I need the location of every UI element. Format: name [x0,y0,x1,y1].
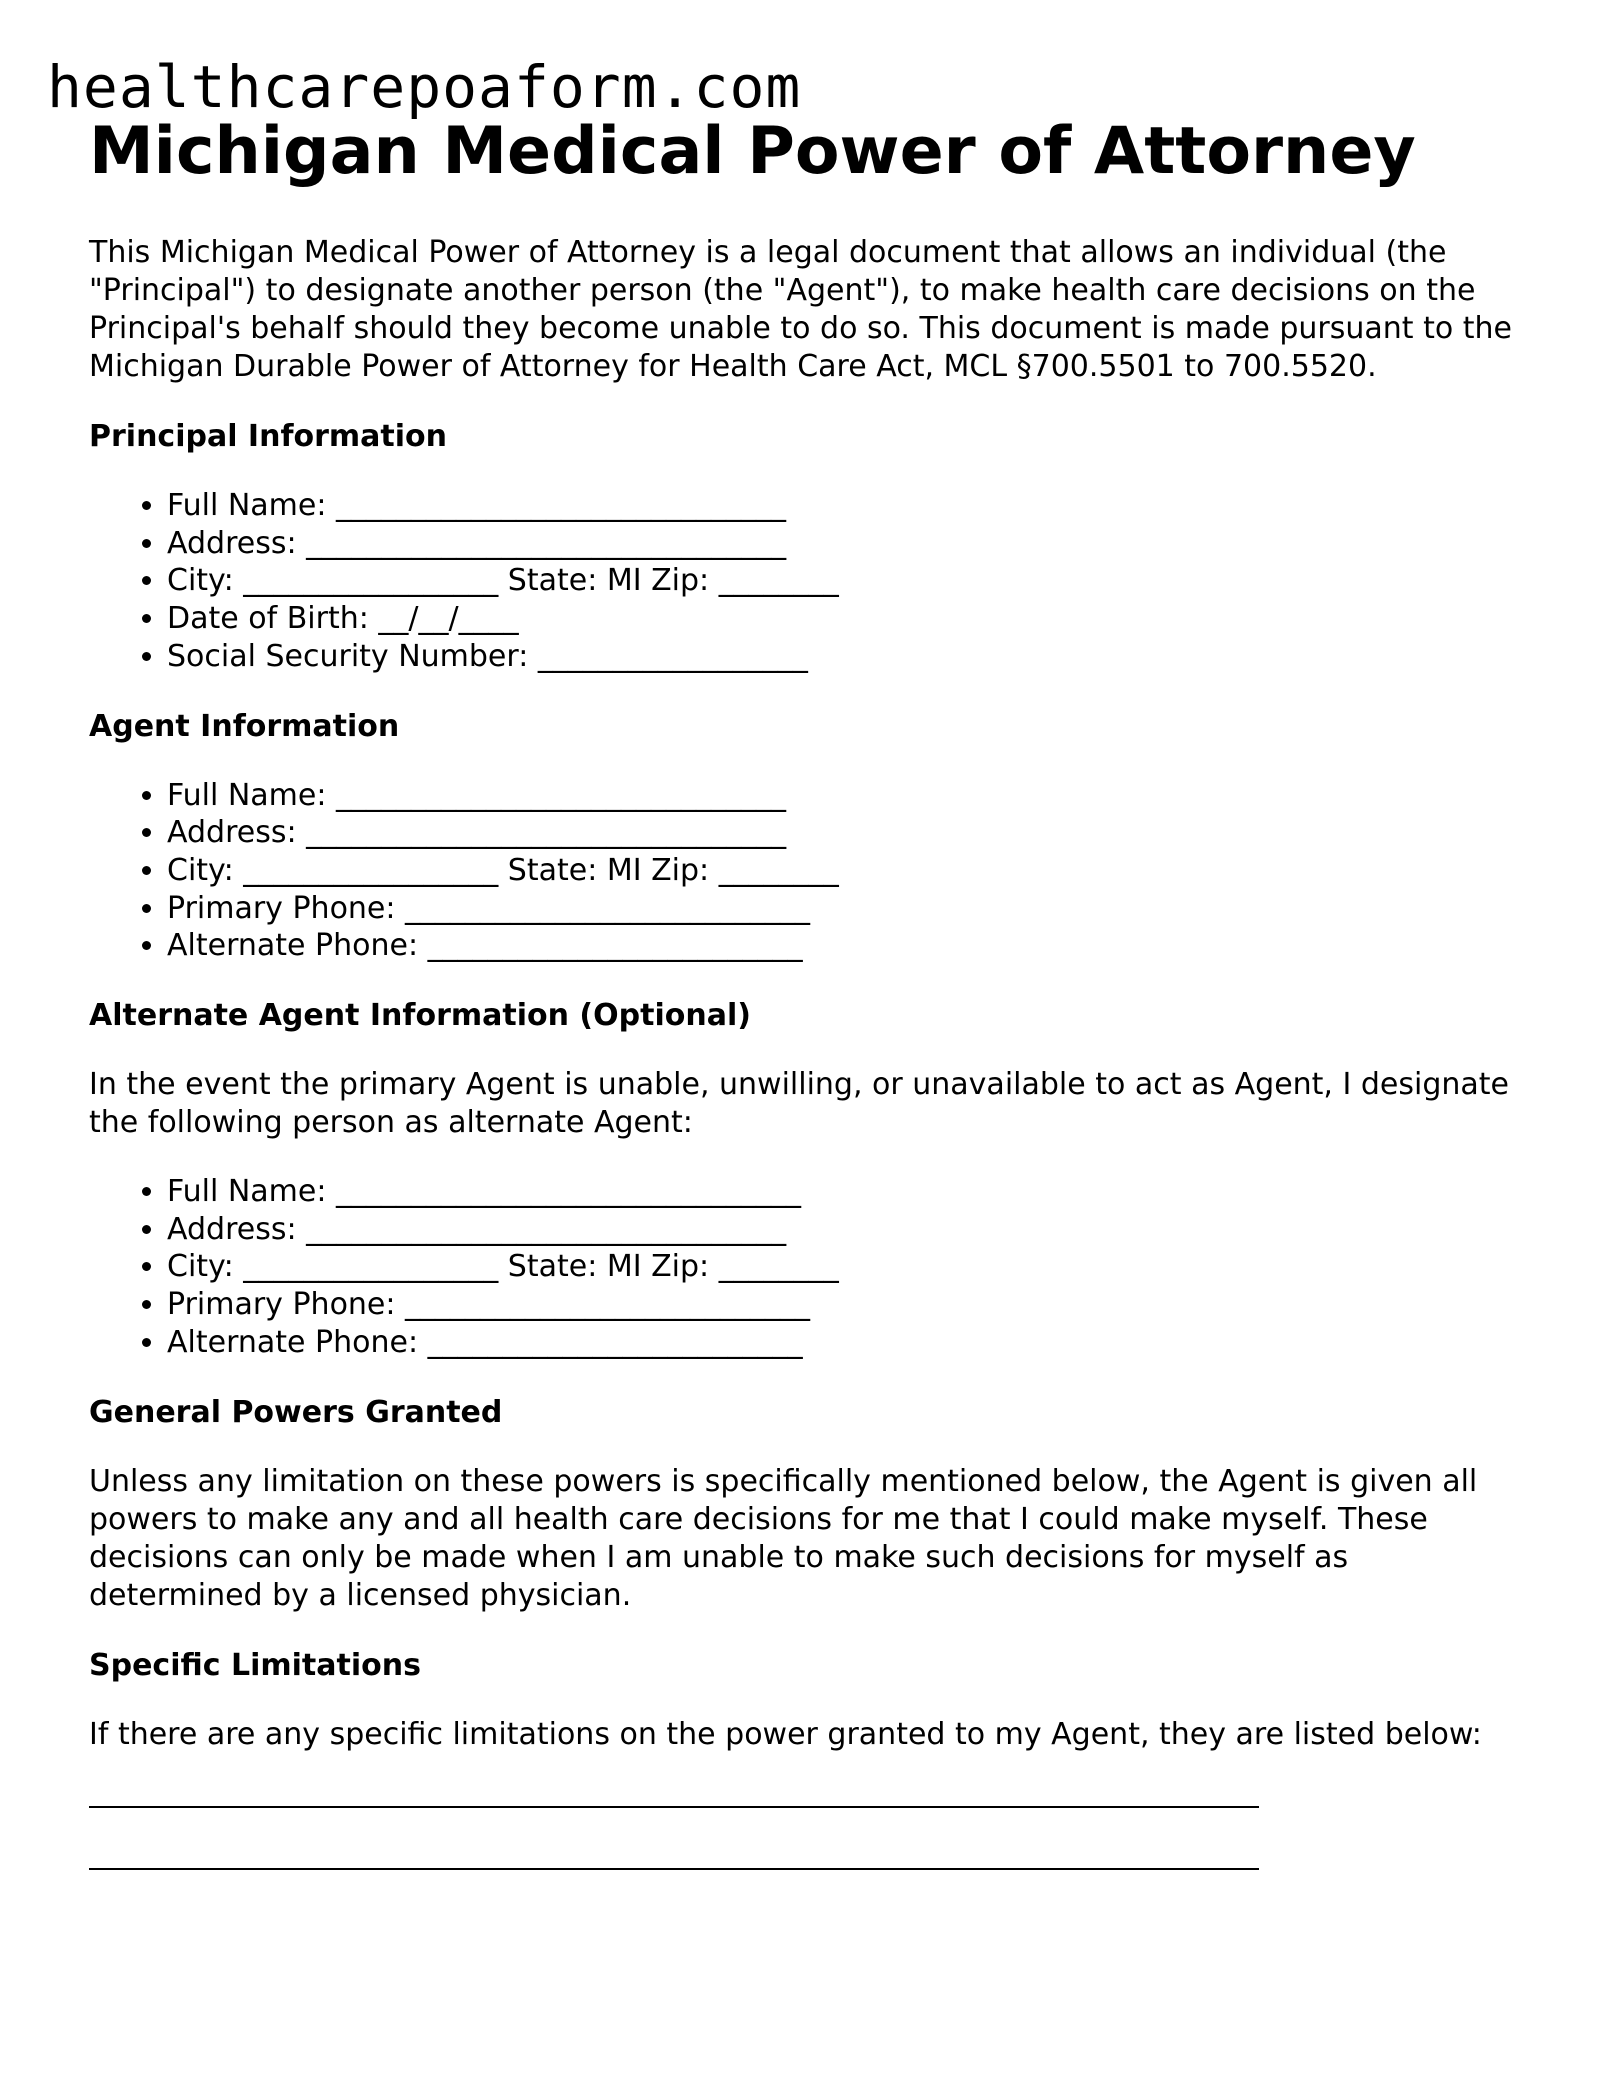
alternate-agent-address-field: • Address: ________________________________ [167,1211,1529,1249]
intro-paragraph: This Michigan Medical Power of Attorney is a legal document that allows an individual (the "Principal") to designate another person (the "Agent"), to make health care decisions on the Principal's behalf should they become unable to do so. This document is made pursuant to the Michigan Durable Power of Attorney for Health Care Act, MCL §700.5501 to 700.5520. [89,235,1512,384]
specific-limitations-text: If there are any specific limitations on the power granted to my Agent, they are listed below: [89,1716,1482,1752]
principal-address-field: • Address: ________________________________ [167,525,1529,563]
principal-full-name-field: • Full Name: ______________________________ [167,487,1529,525]
alternate-agent-alternate-phone-field: • Alternate Phone: _________________________ [167,1324,1529,1362]
principal-fields [89,487,1529,676]
principal-ssn-field: • Social Security Number: __________________ [167,638,1529,676]
alternate-agent-primary-phone-field: • Primary Phone: ___________________________ [167,1286,1529,1324]
alternate-agent-full-name-field: • Full Name: _______________________________ [167,1173,1529,1211]
agent-heading: Agent Information [89,708,400,744]
agent-fields [89,777,1529,966]
site-watermark: healthcarepoaform.com [47,53,802,121]
limitation-blank-line [89,1806,1259,1808]
agent-address-field: • Address: ________________________________ [167,814,1529,852]
document-page [89,112,1529,1870]
alternate-agent-heading: Alternate Agent Information (Optional) [89,998,751,1034]
principal-heading: Principal Information [89,419,448,454]
agent-full-name-field: • Full Name: ______________________________ [167,777,1529,815]
general-powers-text: Unless any limitation on these powers is specifically mentioned below, the Agent is given all powers to make any and all health care decisions for me that I could make myself. These decisions can only be made when I am unable to make such decisions for myself as determined by a licensed physician. [89,1463,1478,1613]
general-powers-heading: General Powers Granted [89,1394,503,1430]
principal-city-state-zip-field: • City: _________________ State: MI Zip: ________ [167,562,1529,600]
alternate-agent-fields [89,1173,1529,1362]
principal-date-of-birth-field: • Date of Birth: __/__/____ [167,600,1529,638]
agent-city-state-zip-field: • City: _________________ State: MI Zip: ________ [167,852,1529,890]
alternate-agent-city-state-zip-field: • City: _________________ State: MI Zip: ________ [167,1248,1529,1286]
limitation-blank-line [89,1868,1259,1870]
document-title: Michigan Medical Power of Attorney [89,114,1416,189]
specific-limitations-heading: Specific Limitations [89,1647,421,1683]
agent-alternate-phone-field: • Alternate Phone: _________________________ [167,927,1529,965]
alternate-agent-text: In the event the primary Agent is unable, unwilling, or unavailable to act as Agent, I designate the following person as alternate Agent: [89,1067,1510,1141]
agent-primary-phone-field: • Primary Phone: ___________________________ [167,890,1529,928]
